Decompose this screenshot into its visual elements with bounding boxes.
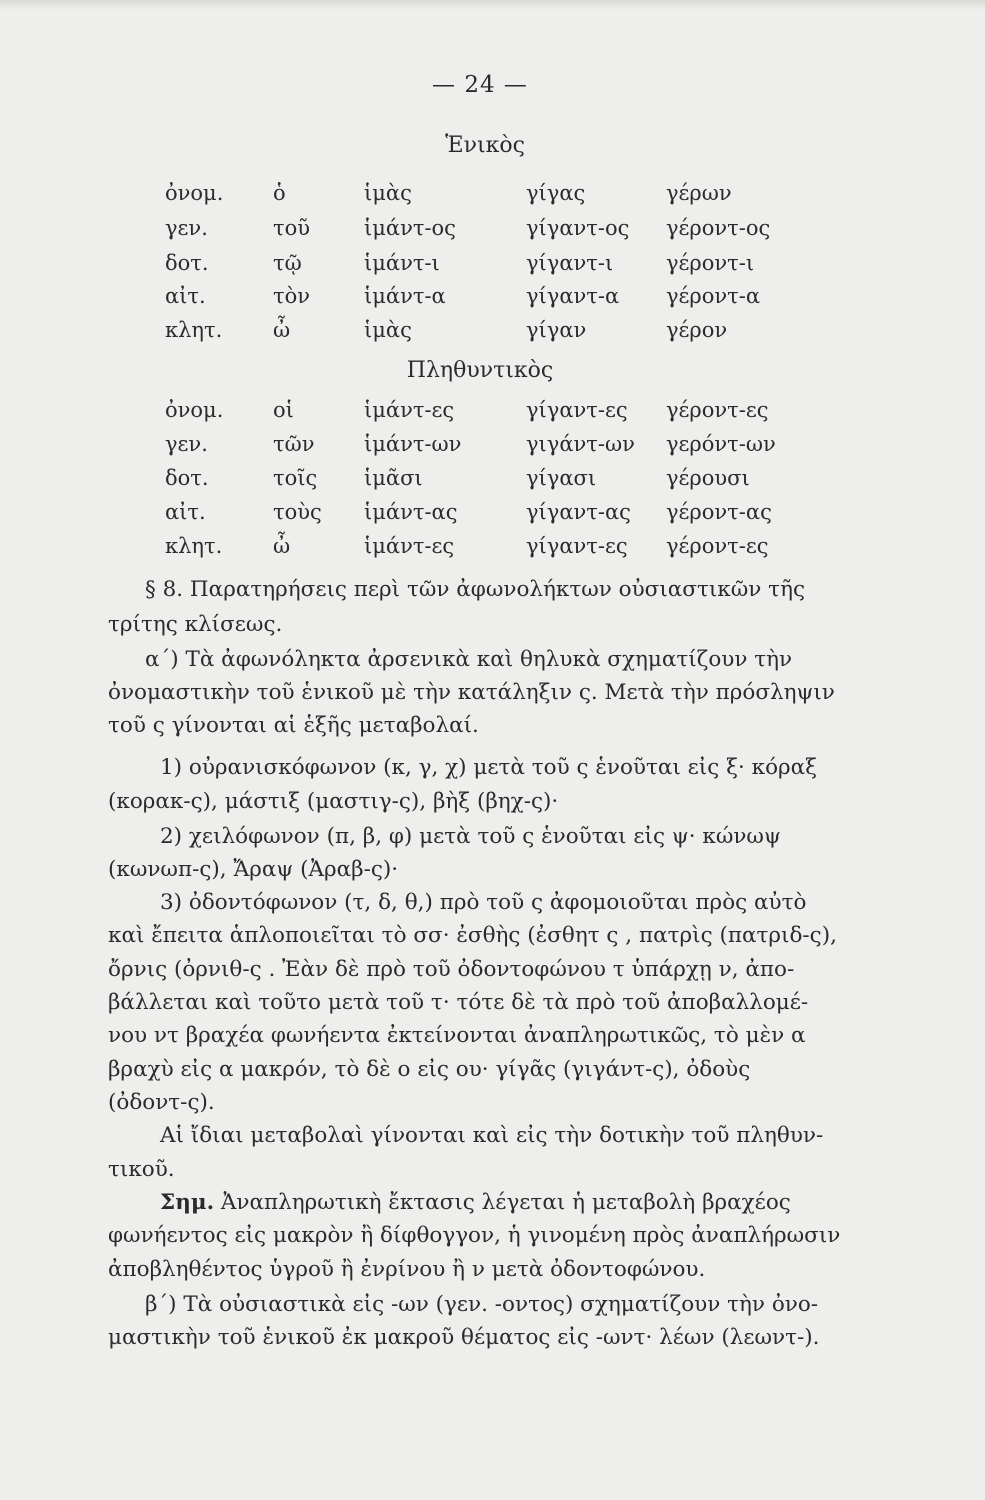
text-line: βάλλεται καὶ τοῦτο μετὰ τοῦ τ· τότε δὲ τὰ πρὸ τοῦ ἀποβαλλομέ-	[108, 990, 809, 1015]
article: ὁ	[273, 181, 286, 205]
form-gigas: γίγασι	[526, 466, 597, 490]
form-geron: γέρον	[666, 318, 728, 342]
form-gigas: γίγαν	[526, 318, 587, 342]
text-line: ἀποβληθέντος ὑγροῦ ἢ ἐνρίνου ἢ ν μετὰ ὀδοντοφώνου.	[108, 1257, 706, 1282]
rule-item-1: 1) οὐρανισκόφωνον (κ, γ, χ) μετὰ τοῦ ς ἑνοῦται εἰς ξ· κόραξ	[160, 755, 818, 780]
singular-heading: Ἑνικὸς	[445, 133, 525, 158]
text-line: β΄) Τὰ οὐσιαστικὰ εἰς -ων (γεν. -οντος) σχηματίζουν τὴν ὀνο-	[145, 1292, 819, 1317]
form-geron: γέροντ-α	[666, 284, 761, 308]
form-imas: ἱμάντ-ας	[364, 500, 458, 524]
form-imas: ἱμάντ-ι	[364, 251, 440, 275]
form-imas: ἱμάντ-α	[364, 284, 446, 308]
text-line: βραχὺ εἰς α μακρόν, τὸ δὲ ο εἰς ου· γίγᾶς (γιγάντ-ς), ὀδοὺς	[108, 1057, 751, 1082]
article: ὦ	[273, 318, 291, 342]
text-line: μαστικὴν τοῦ ἑνικοῦ ἐκ μακροῦ θέματος εἰς -ωντ· λέων (λεωντ-).	[108, 1325, 820, 1350]
form-geron: γέροντ-ος	[666, 216, 771, 240]
form-geron: γέροντ-ας	[666, 500, 772, 524]
form-imas: ἱμὰς	[364, 181, 412, 205]
plural-row	[0, 500, 985, 530]
article: τῶν	[273, 432, 315, 456]
singular-row	[0, 251, 985, 281]
text-line: νου ντ βραχέα φωνήεντα ἐκτείνονται ἀναπληρωτικῶς, τὸ μὲν α	[108, 1023, 806, 1048]
case-label: γεν.	[165, 216, 208, 240]
singular-row	[0, 181, 985, 211]
text-line: α΄) Τὰ ἀφωνόληκτα ἀρσενικὰ καὶ θηλυκὰ σχηματίζουν τὴν	[145, 647, 793, 672]
text-line: ὀνομαστικὴν τοῦ ἑνικοῦ μὲ τὴν κατάληξιν ς. Μετὰ τὴν πρόσληψιν	[108, 680, 835, 705]
article: τοῖς	[273, 466, 318, 490]
singular-row	[0, 284, 985, 314]
text-line: τοῦ ς γίνονται αἱ ἑξῆς μεταβολαί.	[108, 713, 479, 738]
text-line: φωνήεντος εἰς μακρὸν ἢ δίφθογγον, ἡ γινομένη πρὸς ἀναπλήρωσιν	[108, 1223, 841, 1248]
form-gigas: γίγας	[526, 181, 586, 205]
rule-item-3: 3) ὀδοντόφωνον (τ, δ, θ,) πρὸ τοῦ ς ἀφομοιοῦται πρὸς αὐτὸ	[160, 890, 807, 915]
text-line: ὄρνις (ὀρνιθ-ς . Ἐὰν δὲ πρὸ τοῦ ὀδοντοφώνου τ ὑπάρχῃ ν, ἀπο-	[108, 957, 795, 982]
form-geron: γέρουσι	[666, 466, 750, 490]
form-geron: γερόντ-ων	[666, 432, 776, 456]
plural-row	[0, 466, 985, 496]
case-label: κλητ.	[165, 318, 223, 342]
case-label: ὀνομ.	[165, 398, 224, 422]
case-label: γεν.	[165, 432, 208, 456]
form-gigas: γίγαντ-ι	[526, 251, 614, 275]
case-label: αἰτ.	[165, 500, 206, 524]
page-number: — 24 —	[432, 72, 528, 98]
case-label: δοτ.	[165, 251, 209, 275]
case-label: δοτ.	[165, 466, 209, 490]
section-heading-line: § 8. Παρατηρήσεις περὶ τῶν ἀφωνολήκτων οὐσιαστικῶν τῆς	[145, 577, 806, 602]
case-label: κλητ.	[165, 534, 223, 558]
form-geron: γέρων	[666, 181, 732, 205]
form-gigas: γίγαντ-ας	[526, 500, 631, 524]
form-geron: γέροντ-ες	[666, 398, 769, 422]
text-line: τικοῦ.	[108, 1157, 175, 1182]
note-label: Σημ.	[160, 1190, 215, 1215]
form-gigas: γίγαντ-α	[526, 284, 620, 308]
form-imas: ἱμάντ-ες	[364, 534, 455, 558]
text-line: (κωνωπ-ς), Ἄραψ (Ἀραβ-ς)·	[108, 857, 399, 882]
article: τῷ	[273, 251, 302, 275]
case-label: ὀνομ.	[165, 181, 224, 205]
singular-row	[0, 318, 985, 348]
article: τοὺς	[273, 500, 322, 524]
text-line: καὶ ἔπειτα ἁπλοποιεῖται τὸ σσ· ἐσθὴς (ἐσθητ ς , πατρὶς (πατριδ-ς),	[108, 923, 837, 948]
article: οἱ	[273, 398, 294, 422]
singular-row	[0, 216, 985, 246]
note-line	[160, 1188, 791, 1218]
plural-row	[0, 432, 985, 462]
text-line: (κορακ-ς), μάστιξ (μαστιγ-ς), βὴξ (βηχ-ς)·	[108, 789, 559, 814]
rule-item-2: 2) χειλόφωνον (π, β, φ) μετὰ τοῦ ς ἑνοῦται εἰς ψ· κώνωψ	[160, 824, 781, 849]
form-geron: γέροντ-ι	[666, 251, 755, 275]
form-gigas: γίγαντ-ες	[526, 534, 628, 558]
plural-row	[0, 534, 985, 564]
form-geron: γέροντ-ες	[666, 534, 769, 558]
form-imas: ἱμάντ-ων	[364, 432, 462, 456]
plural-heading: Πληθυντικὸς	[406, 358, 554, 383]
form-gigas: γιγάντ-ων	[526, 432, 635, 456]
text-line: Αἱ ἴδιαι μεταβολαὶ γίνονται καὶ εἰς τὴν δοτικὴν τοῦ πληθυν-	[160, 1123, 824, 1148]
form-imas: ἱμὰς	[364, 318, 412, 342]
text-line: (ὀδοντ-ς).	[108, 1090, 215, 1115]
plural-row	[0, 398, 985, 428]
case-label: αἰτ.	[165, 284, 206, 308]
article: τοῦ	[273, 216, 311, 240]
form-imas: ἱμάντ-ος	[364, 216, 456, 240]
page-top-edge	[0, 0, 985, 10]
article: ὦ	[273, 534, 291, 558]
form-gigas: γίγαντ-ος	[526, 216, 630, 240]
form-imas: ἱμάντ-ες	[364, 398, 455, 422]
text-line: τρίτης κλίσεως.	[108, 612, 283, 637]
note-text: Ἀναπληρωτικὴ ἔκτασις λέγεται ἡ μεταβολὴ βραχέος	[220, 1190, 791, 1215]
form-imas: ἱμᾶσι	[364, 466, 423, 490]
form-gigas: γίγαντ-ες	[526, 398, 628, 422]
article: τὸν	[273, 284, 311, 308]
